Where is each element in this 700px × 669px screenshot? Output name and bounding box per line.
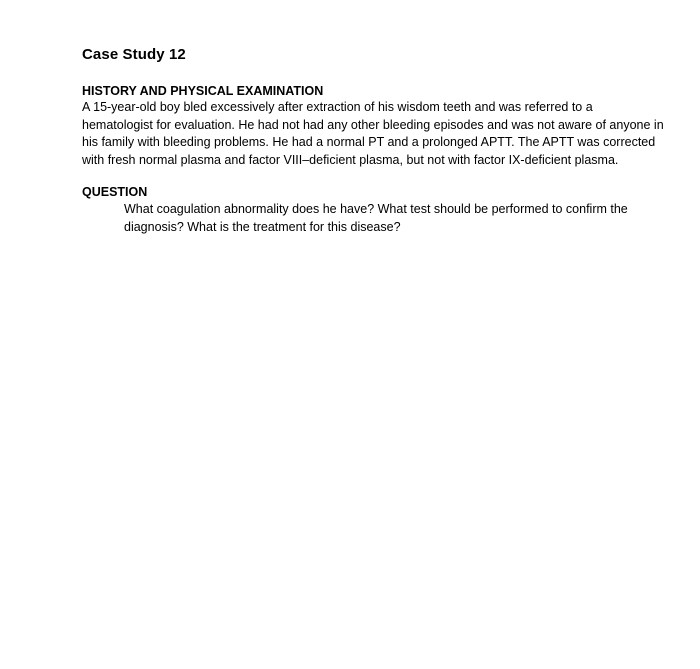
question-line: What coagulation abnormality does he have? What test should be performed to confirm the [124, 202, 628, 216]
history-paragraph [82, 99, 682, 169]
history-line: his family with bleeding problems. He had a normal PT and a prolonged APTT. The APTT was corrected [82, 135, 656, 149]
history-line: with fresh normal plasma and factor VIII–deficient plasma, but not with factor IX-deficient plasma. [82, 152, 619, 167]
history-line: A 15-year-old boy bled excessively after extraction of his wisdom teeth and was referred to a [82, 100, 593, 114]
history-line: hematologist for evaluation. He had not had any other bleeding episodes and was not aware of anyone in [82, 117, 664, 132]
question-line: diagnosis? What is the treatment for this disease? [124, 219, 401, 234]
question-heading: QUESTION [82, 185, 148, 199]
question-paragraph [124, 201, 664, 236]
page-title: Case Study 12 [82, 46, 186, 63]
history-heading: HISTORY AND PHYSICAL EXAMINATION [82, 84, 324, 98]
